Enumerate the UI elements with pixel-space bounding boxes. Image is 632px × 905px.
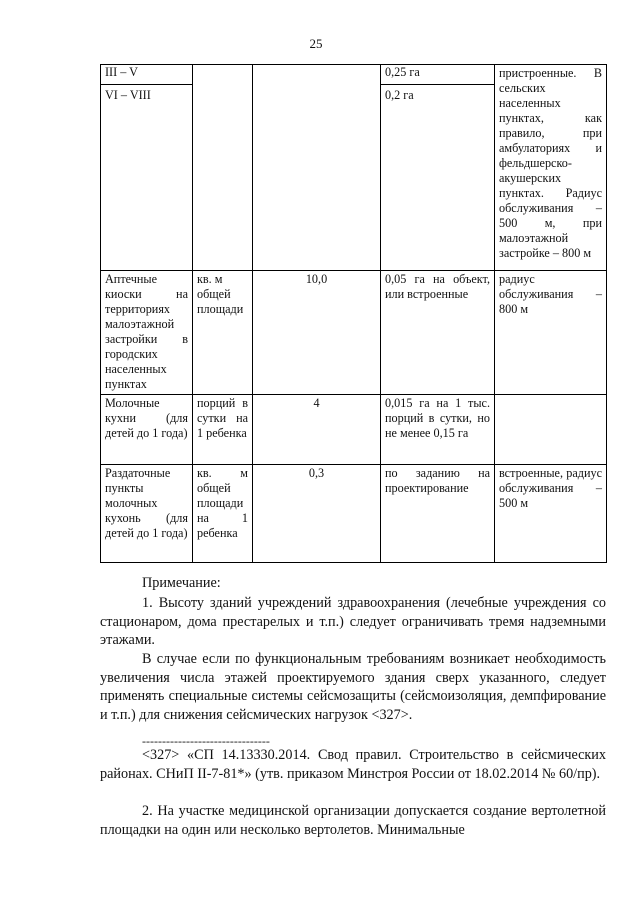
note-cell <box>495 395 607 465</box>
norms-table <box>100 64 607 563</box>
area-cell: 0,05 га на объект, или встроенные <box>381 271 495 395</box>
unit-cell <box>193 65 253 271</box>
table-row <box>101 465 607 563</box>
norm-cell <box>253 65 381 271</box>
name-cell: Аптечные киоски на территориях малоэтажной застройки в городских населенных пунктах <box>101 271 193 395</box>
note-cell: пристроенные. В сельских населенных пунктах, как правило, при амбулаториях и фельдшерско-акушерских пунктах. Радиус обслуживания – 500 м, при малоэтажной застройке – 800 м <box>495 65 607 271</box>
name-cell <box>101 65 193 271</box>
footnote-separator: -------------------------------- <box>142 734 270 748</box>
note-cell: встроенные, радиус обслуживания – 500 м <box>495 465 607 563</box>
area-cell: 0,015 га на 1 тыс. порций в сутки, но не менее 0,15 га <box>381 395 495 465</box>
norm-cell: 0,3 <box>253 465 381 563</box>
table-row <box>101 65 607 271</box>
footnote: <327> «СП 14.13330.2014. Свод правил. Строительство в сейсмических районах. СНиП II-7-81*» (утв. приказом Минстроя России от 18.02.2014 № 60/пр). <box>100 747 606 782</box>
page-number: 25 <box>309 36 323 51</box>
paragraph-1: 1. Высоту зданий учреждений здравоохранения (лечебные учреждения со стационаром, дома престарелых и т.п.) следует ограничивать тремя надземными этажами. <box>100 595 606 649</box>
unit-cell: кв. м общей площади <box>193 271 253 395</box>
unit-cell: кв. м общей площади на 1 ребенка <box>193 465 253 563</box>
name-cell: Молочные кухни (для детей до 1 года) <box>101 395 193 465</box>
area-line: 0,2 га <box>385 88 414 102</box>
norm-cell: 10,0 <box>253 271 381 395</box>
area-line: 0,25 га <box>381 65 494 85</box>
paragraph-3: 2. На участке медицинской организации допускается создание вертолетной площадки на один или несколько вертолетов. Минимальные <box>100 803 606 838</box>
table-row <box>101 271 607 395</box>
note-cell: радиус обслуживания – 800 м <box>495 271 607 395</box>
area-cell <box>381 65 495 271</box>
name-line: VI – VIII <box>105 88 151 102</box>
area-cell: по заданию на проектирование <box>381 465 495 563</box>
name-cell: Раздаточные пункты молочных кухонь (для детей до 1 года) <box>101 465 193 563</box>
paragraph-2: В случае если по функциональным требованиям возникает необходимость увеличения числа этажей проектируемого здания сверх указанного, следует применять специальные системы сейсмозащиты (сейсмоизоляция, демпфирование и т.п.) для снижения сейсмических нагрузок <327>. <box>100 651 606 723</box>
norm-cell: 4 <box>253 395 381 465</box>
name-line: III – V <box>101 65 192 85</box>
table-row <box>101 395 607 465</box>
note-label: Примечание: <box>142 575 221 591</box>
unit-cell: порций в сутки на 1 ребенка <box>193 395 253 465</box>
